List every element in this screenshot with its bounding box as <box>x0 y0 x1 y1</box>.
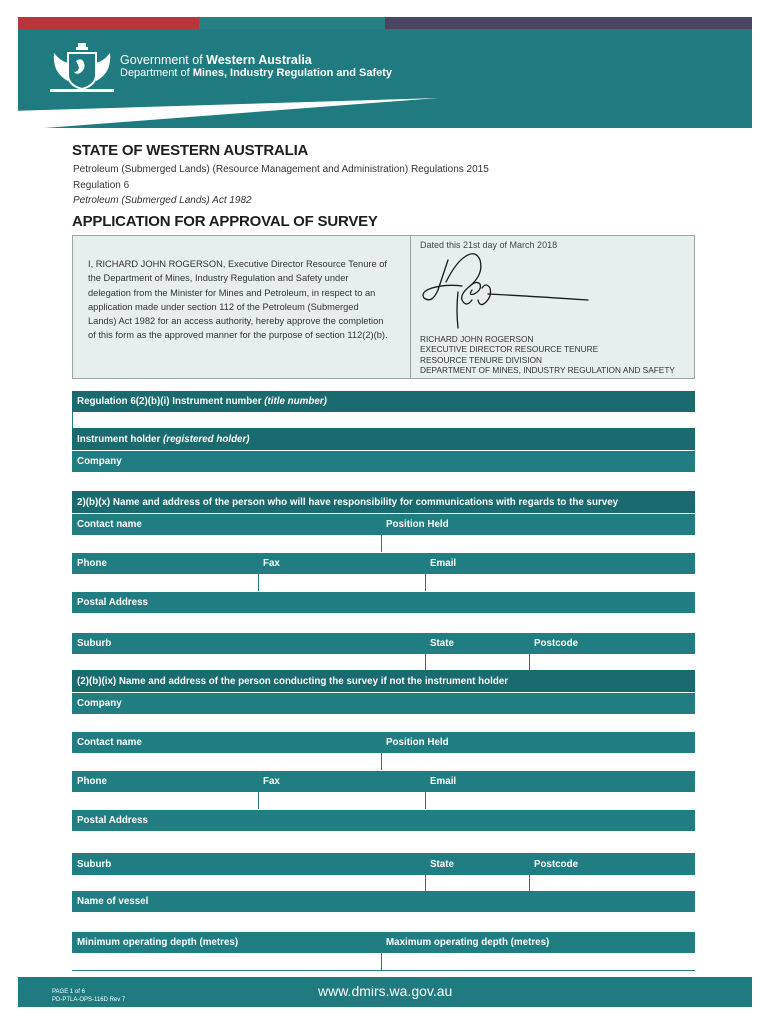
conductor-section-header: (2)(b)(ix) Name and address of the person conducting the survey if not the instrument holder <box>72 670 695 692</box>
signer-department: DEPARTMENT OF MINES, INDUSTRY REGULATION AND SAFETY <box>420 365 675 376</box>
company-field[interactable] <box>72 472 695 490</box>
phone2-label: Phone <box>72 771 258 792</box>
header-stripe-red <box>18 17 199 29</box>
department-name: Department of Mines, Industry Regulation and Safety <box>120 67 393 79</box>
state-field[interactable] <box>425 654 529 670</box>
phone-field[interactable] <box>72 574 258 591</box>
vessel-name-label: Name of vessel <box>72 891 695 912</box>
company-label: Company <box>72 451 695 472</box>
position-held-label: Position Held <box>381 514 695 535</box>
page-info <box>52 988 125 1004</box>
postal-address2-field[interactable] <box>72 831 695 853</box>
header-stripe-teal <box>199 17 385 29</box>
min-depth-label: Minimum operating depth (metres) <box>72 932 381 953</box>
state-label: State <box>425 633 529 654</box>
form-code: PD-PTLA-OPS-116D Rev 7 <box>52 997 126 1003</box>
postcode2-label: Postcode <box>529 853 695 875</box>
position-held-field[interactable] <box>381 535 695 552</box>
email-field[interactable] <box>425 574 695 591</box>
instrument-holder-label: Instrument holder (registered holder) <box>72 428 695 450</box>
state-title: STATE OF WESTERN AUSTRALIA <box>72 142 309 159</box>
regulation-number: Regulation 6 <box>73 180 130 191</box>
postal-address2-label: Postal Address <box>72 810 695 831</box>
postcode-field[interactable] <box>529 654 695 670</box>
suburb2-field[interactable] <box>72 875 425 891</box>
signer-block <box>420 334 675 376</box>
max-depth-label: Maximum operating depth (metres) <box>381 932 695 953</box>
contact-name-label: Contact name <box>72 514 381 535</box>
phone2-field[interactable] <box>72 792 258 809</box>
vessel-name-field[interactable] <box>72 912 695 931</box>
email2-field[interactable] <box>425 792 695 809</box>
instrument-number-field[interactable] <box>72 412 695 428</box>
email-label: Email <box>425 553 695 574</box>
email2-label: Email <box>425 771 695 792</box>
communications-section-header: 2)(b)(x) Name and address of the person who will have responsibility for communications with regards to the survey <box>72 491 695 513</box>
suburb-field[interactable] <box>72 654 425 670</box>
max-depth-field[interactable] <box>381 953 695 970</box>
signer-title: EXECUTIVE DIRECTOR RESOURCE TENURE <box>420 344 599 355</box>
position-held2-label: Position Held <box>381 732 695 753</box>
suburb2-label: Suburb <box>72 853 425 875</box>
suburb-label: Suburb <box>72 633 425 654</box>
website-link[interactable]: www.dmirs.wa.gov.au <box>318 983 453 999</box>
signer-division: RESOURCE TENURE DIVISION <box>420 354 543 365</box>
postcode-label: Postcode <box>529 633 695 654</box>
act-title: Petroleum (Submerged Lands) Act 1982 <box>73 195 252 206</box>
fax2-field[interactable] <box>258 792 425 809</box>
fax2-label: Fax <box>258 771 425 792</box>
state2-label: State <box>425 853 529 875</box>
approval-statement: I, RICHARD JOHN ROGERSON, Executive Director Resource Tenure of the Department of Mines, Industry Regulation and Safety under delegation from the Minister for Mines and Petroleum, in respect to an application made under section 112 of the Petroleum (Submerged Lands) Act 1982 for an access authority, hereby approve the completion of this form as the approved manner for the purpose of section 112(2)(b). <box>88 259 388 341</box>
instrument-number-label: Regulation 6(2)(b)(i) Instrument number (title number) <box>72 391 695 412</box>
postcode2-field[interactable] <box>529 875 695 891</box>
regulations-title: Petroleum (Submerged Lands) (Resource Management and Administration) Regulations 2015 <box>73 164 489 175</box>
postal-address-label: Postal Address <box>72 592 695 613</box>
state2-field[interactable] <box>425 875 529 891</box>
company2-field[interactable] <box>72 714 695 732</box>
application-title: APPLICATION FOR APPROVAL OF SURVEY <box>72 213 378 230</box>
form-bottom-rule <box>72 970 695 971</box>
contact-name2-field[interactable] <box>72 753 381 770</box>
postal-address-field[interactable] <box>72 613 695 632</box>
company2-label: Company <box>72 693 695 714</box>
contact-name-field[interactable] <box>72 535 381 552</box>
fax-field[interactable] <box>258 574 425 591</box>
government-name: Government of Western Australia <box>120 53 312 67</box>
position-held2-field[interactable] <box>381 753 695 770</box>
signature-image <box>418 252 593 332</box>
phone-label: Phone <box>72 553 258 574</box>
signer-name: RICHARD JOHN ROGERSON <box>420 334 534 344</box>
min-depth-field[interactable] <box>72 953 381 970</box>
approval-divider <box>410 235 411 379</box>
header-stripe-purple <box>385 17 752 29</box>
wa-crest-icon <box>46 41 118 97</box>
approval-date: Dated this 21st day of March 2018 <box>420 240 558 250</box>
page-number: PAGE 1 of 6 <box>52 989 85 995</box>
contact-name2-label: Contact name <box>72 732 381 753</box>
fax-label: Fax <box>258 553 425 574</box>
